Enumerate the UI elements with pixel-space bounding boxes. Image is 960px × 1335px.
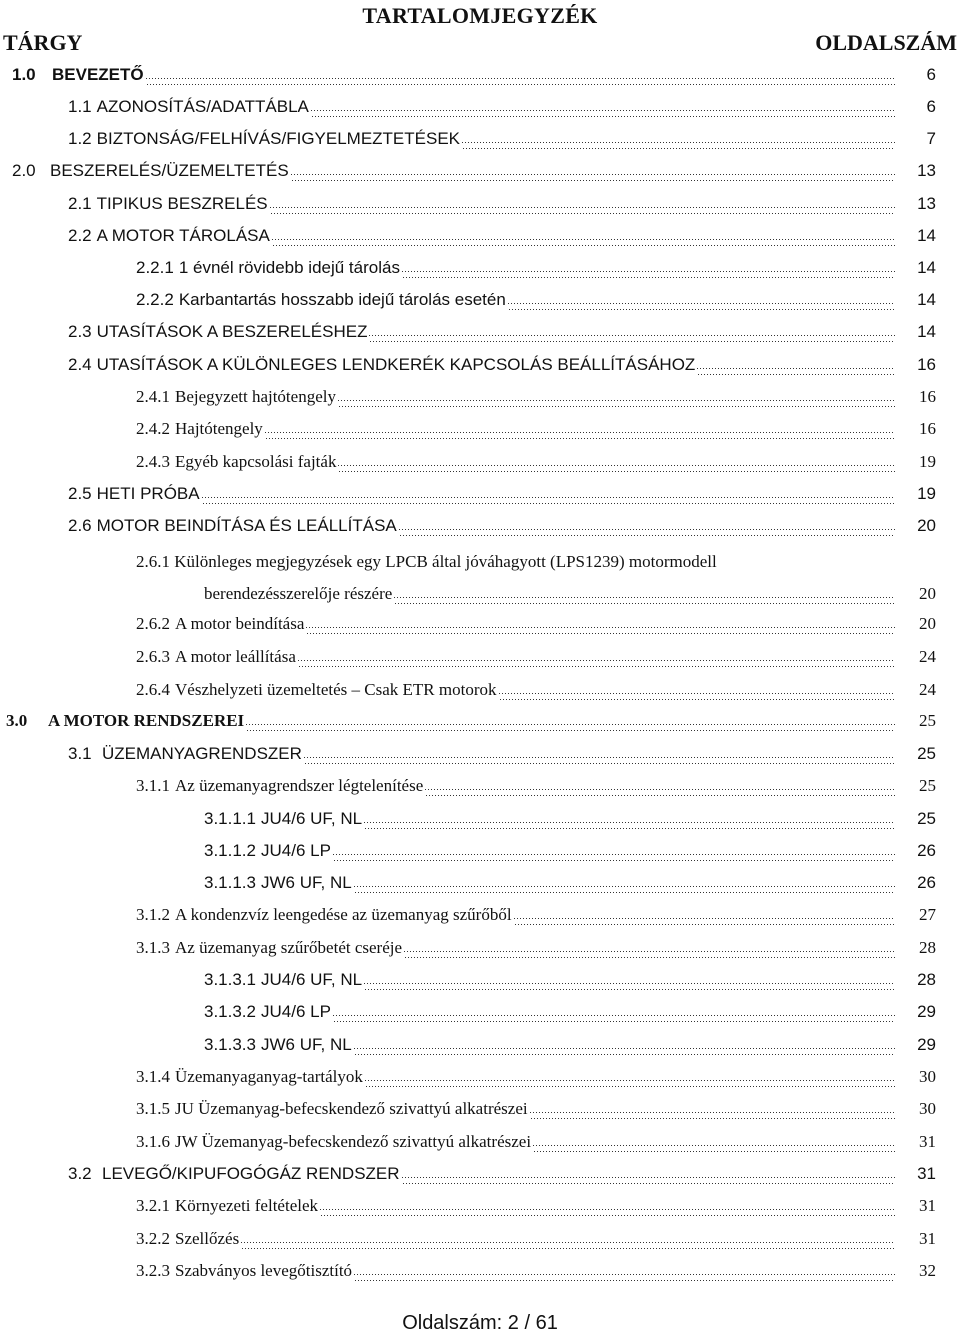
dotted-leader	[462, 142, 895, 151]
toc-entry-number: 2.4.3	[136, 452, 170, 471]
toc-entry-label: Bejegyzett hajtótengely	[175, 387, 336, 406]
toc-entry-page-number: 20	[919, 614, 936, 633]
toc-entry-page-number: 13	[917, 194, 936, 213]
toc-entry[interactable]	[68, 194, 898, 218]
toc-entry[interactable]	[136, 1229, 898, 1253]
toc-entry-page-number: 14	[917, 226, 936, 245]
toc-entry-number: 3.2.2	[136, 1229, 170, 1248]
toc-entry[interactable]	[68, 484, 898, 508]
dotted-leader	[394, 597, 895, 606]
toc-entry-label: Vészhelyzeti üzemeltetés – Csak ETR motorok	[175, 680, 497, 699]
toc-entry[interactable]	[68, 1164, 898, 1188]
toc-entry[interactable]	[136, 1099, 898, 1123]
toc-entry[interactable]	[68, 129, 898, 153]
dotted-leader	[425, 789, 895, 798]
toc-entry[interactable]	[136, 290, 898, 314]
toc-entry-number: 1.1	[68, 97, 92, 116]
toc-entry-page-number: 20	[919, 584, 936, 603]
toc-entry-page-number: 25	[917, 744, 936, 763]
toc-entry-number: 3.1.1.1	[204, 809, 256, 828]
toc-entry-label: JU4/6 UF, NL	[261, 970, 363, 989]
toc-entry[interactable]	[68, 322, 898, 346]
toc-entry-label: JW6 UF, NL	[261, 1035, 352, 1054]
toc-entry-label: JW Üzemanyag-befecskendező szivattyú alkatrészei	[175, 1132, 532, 1151]
toc-entry-number: 1.2	[68, 129, 92, 148]
dotted-leader	[202, 497, 895, 506]
toc-entry-number: 3.1.3	[136, 938, 170, 957]
dotted-leader	[354, 886, 895, 895]
dotted-leader	[530, 1112, 895, 1121]
toc-entry-number: 3.1.2	[136, 905, 170, 924]
toc-entry-label: A kondenzvíz leengedése az üzemanyag szűrőből	[175, 905, 512, 924]
toc-entry-label: ÜZEMANYAGRENDSZER	[102, 744, 302, 763]
toc-entry-page-number: 19	[917, 484, 936, 503]
toc-entry-number: 3.1.6	[136, 1132, 170, 1151]
toc-entry-page-number: 25	[917, 809, 936, 828]
dotted-leader	[514, 918, 895, 927]
toc-entry-number: 2.4.2	[136, 419, 170, 438]
toc-entry-number: 3.0	[6, 711, 28, 730]
toc-entry-page-number: 28	[917, 970, 936, 989]
toc-entry-page-number: 31	[919, 1196, 936, 1215]
toc-entry-label: BESZERELÉS/ÜZEMELTETÉS	[50, 161, 289, 180]
dotted-leader	[270, 207, 895, 216]
dotted-leader	[499, 693, 896, 702]
toc-entry-number: 3.1.5	[136, 1099, 170, 1118]
toc-entry[interactable]	[204, 873, 898, 897]
toc-entry-page-number: 13	[917, 161, 936, 180]
dotted-leader	[304, 757, 895, 766]
toc-entry-label: UTASÍTÁSOK A BESZERELÉSHEZ	[96, 322, 368, 341]
toc-entry[interactable]	[68, 97, 898, 121]
toc-entry-number: 3.1.3.2	[204, 1002, 256, 1021]
toc-entry-page-number: 14	[917, 290, 936, 309]
dotted-leader	[272, 239, 895, 248]
toc-entry-label: A MOTOR RENDSZEREI	[48, 711, 245, 730]
subject-column-header: TÁRGY	[3, 30, 83, 55]
dotted-leader	[402, 271, 895, 280]
toc-entry[interactable]	[68, 226, 898, 250]
toc-entry-label: JU4/6 LP	[261, 1002, 331, 1021]
toc-entry[interactable]	[136, 614, 898, 638]
toc-entry-page-number: 29	[917, 1002, 936, 1021]
toc-entry-page-number: 26	[917, 841, 936, 860]
toc-entry-label: JW6 UF, NL	[261, 873, 352, 892]
toc-entry-label: 1 évnél rövidebb idejű tárolás	[178, 258, 400, 277]
dotted-leader	[146, 78, 895, 87]
toc-entry[interactable]	[12, 65, 898, 89]
toc-entry-line1	[136, 552, 717, 572]
toc-entry-number: 3.1.1.3	[204, 873, 256, 892]
toc-entry-label: Hajtótengely	[175, 419, 263, 438]
toc-entry-label: AZONOSÍTÁS/ADATTÁBLA	[96, 97, 309, 116]
dotted-leader	[338, 400, 895, 409]
dotted-leader	[311, 110, 895, 119]
toc-entry-number: 3.2.1	[136, 1196, 170, 1215]
toc-entry[interactable]	[136, 1132, 898, 1156]
toc-entry-number: 2.2	[68, 226, 92, 245]
toc-entry-label: Szabványos levegőtisztító	[175, 1261, 353, 1280]
toc-entry[interactable]	[136, 258, 898, 282]
toc-entry-number: 2.5	[68, 484, 92, 503]
toc-entry-number: 2.4	[68, 355, 92, 374]
toc-entry-number: 2.6.4	[136, 680, 170, 699]
toc-entry-page-number: 19	[919, 452, 936, 471]
toc-entry-number: 3.1.1.2	[204, 841, 256, 860]
toc-entry-number: 2.3	[68, 322, 92, 341]
dotted-leader	[364, 822, 895, 831]
toc-entry-label: BEVEZETŐ	[52, 65, 144, 84]
toc-entry-label: Egyéb kapcsolási fajták	[175, 452, 337, 471]
dotted-leader	[404, 951, 895, 960]
toc-entry-page-number: 6	[926, 97, 936, 116]
toc-entry-label: UTASÍTÁSOK A KÜLÖNLEGES LENDKERÉK KAPCSOLÁS BEÁLLÍTÁSÁHOZ	[96, 355, 696, 374]
toc-entry[interactable]	[136, 419, 898, 443]
toc-entry[interactable]	[136, 647, 898, 671]
toc-entry-page-number: 6	[926, 65, 936, 84]
toc-entry[interactable]	[204, 1035, 898, 1059]
toc-entry-number: 2.6.1	[136, 552, 170, 571]
toc-entry-page-number: 16	[919, 387, 936, 406]
toc-entry-label: Karbantartás hosszabb idejű tárolás esetén	[178, 290, 506, 309]
toc-entry-label: JU4/6 UF, NL	[261, 809, 363, 828]
dotted-leader	[246, 724, 895, 733]
dotted-leader	[508, 303, 895, 312]
toc-entry-page-number: 32	[919, 1261, 936, 1280]
toc-entry-page-number: 16	[917, 355, 936, 374]
toc-entry-number: 2.6.2	[136, 614, 170, 633]
dotted-leader	[697, 368, 895, 377]
dotted-leader	[338, 465, 895, 474]
toc-entry-label: A motor leállítása	[175, 647, 296, 666]
toc-entry-page-number: 29	[917, 1035, 936, 1054]
toc-entry-page-number: 24	[919, 680, 936, 699]
toc-entry[interactable]	[6, 711, 898, 735]
toc-entry-page-number: 30	[919, 1099, 936, 1118]
toc-entry[interactable]	[136, 387, 898, 411]
toc-entry-label: A MOTOR TÁROLÁSA	[96, 226, 270, 245]
toc-entry-page-number: 30	[919, 1067, 936, 1086]
toc-entry[interactable]	[136, 938, 898, 962]
toc-entry-label: Szellőzés	[175, 1229, 240, 1248]
toc-entry[interactable]	[204, 1002, 898, 1026]
toc-entry-number: 2.1	[68, 194, 92, 213]
dotted-leader	[265, 432, 895, 441]
dotted-leader	[298, 660, 895, 669]
toc-entry[interactable]	[12, 161, 898, 185]
dotted-leader	[320, 1209, 895, 1218]
toc-entry-page-number: 28	[919, 938, 936, 957]
toc-entry-page-number: 25	[919, 711, 936, 730]
toc-entry-page-number: 31	[919, 1132, 936, 1151]
dotted-leader	[365, 1080, 895, 1089]
toc-entry[interactable]	[68, 744, 898, 768]
toc-entry-page-number: 31	[917, 1164, 936, 1183]
toc-entry[interactable]	[136, 1067, 898, 1091]
page-footer: Oldalszám: 2 / 61	[402, 1312, 558, 1334]
toc-entry[interactable]	[68, 516, 898, 540]
toc-entry[interactable]	[136, 905, 898, 929]
toc-entry-number: 2.2.2	[136, 290, 174, 309]
toc-entry-label: LEVEGŐ/KIPUFOGÓGÁZ RENDSZER	[102, 1164, 400, 1183]
toc-entry-page-number: 26	[917, 873, 936, 892]
dotted-leader	[306, 627, 895, 636]
toc-entry-label: HETI PRÓBA	[96, 484, 200, 503]
toc-entry[interactable]	[204, 841, 898, 865]
toc-entry-number: 3.1.3.3	[204, 1035, 256, 1054]
dotted-leader	[399, 529, 895, 538]
toc-entry[interactable]	[204, 809, 898, 833]
toc-entry-number: 3.2.3	[136, 1261, 170, 1280]
dotted-leader	[402, 1177, 895, 1186]
toc-entry-page-number: 7	[926, 129, 936, 148]
dotted-leader	[291, 174, 895, 183]
toc-entry-label: A motor beindítása	[175, 614, 305, 633]
toc-entry[interactable]	[136, 1261, 898, 1285]
toc-entry-number: 3.1	[68, 744, 92, 763]
toc-entry-page-number: 25	[919, 776, 936, 795]
toc-entry[interactable]	[68, 355, 898, 379]
page-number-column-header: OLDALSZÁM	[815, 30, 957, 55]
toc-entry-page-number: 24	[919, 647, 936, 666]
dotted-leader	[241, 1242, 895, 1251]
toc-entry-label: MOTOR BEINDÍTÁSA ÉS LEÁLLÍTÁSA	[96, 516, 397, 535]
toc-entry[interactable]	[136, 680, 898, 704]
toc-entry-label: JU4/6 LP	[261, 841, 331, 860]
toc-entry-number: 3.2	[68, 1164, 92, 1183]
toc-title: TARTALOMJEGYZÉK	[362, 3, 598, 28]
dotted-leader	[369, 335, 895, 344]
toc-entry[interactable]	[136, 776, 898, 800]
toc-entry-label: Az üzemanyag szűrőbetét cseréje	[175, 938, 403, 957]
toc-entry-page-number: 14	[917, 322, 936, 341]
toc-entry-label: Különleges megjegyzések egy LPCB által jóváhagyott (LPS1239) motormodell	[174, 552, 717, 571]
dotted-leader	[364, 983, 895, 992]
dotted-leader	[333, 1015, 895, 1024]
toc-entry[interactable]	[204, 970, 898, 994]
toc-entry-number: 3.1.3.1	[204, 970, 256, 989]
toc-entry-number: 1.0	[12, 65, 36, 84]
toc-entry-number: 2.2.1	[136, 258, 174, 277]
dotted-leader	[354, 1048, 895, 1057]
toc-entry[interactable]	[136, 1196, 898, 1220]
toc-entry-number: 3.1.1	[136, 776, 170, 795]
toc-entry-label-continued: berendezésszerelője részére	[204, 584, 393, 603]
toc-entry-page-number: 16	[919, 419, 936, 438]
dotted-leader	[354, 1274, 895, 1283]
toc-entry[interactable]	[136, 452, 898, 476]
toc-entry-label: Az üzemanyagrendszer légtelenítése	[175, 776, 424, 795]
toc-entry-number: 2.6.3	[136, 647, 170, 666]
toc-entry-page-number: 14	[917, 258, 936, 277]
toc-entry-page-number: 20	[917, 516, 936, 535]
toc-entry-page-number: 27	[919, 905, 936, 924]
toc-entry-number: 2.6	[68, 516, 92, 535]
toc-entry-page-number: 31	[919, 1229, 936, 1248]
toc-entry-label: TIPIKUS BESZRELÉS	[96, 194, 268, 213]
toc-entry[interactable]	[204, 584, 898, 608]
toc-entry-label: BIZTONSÁG/FELHÍVÁS/FIGYELMEZTETÉSEK	[96, 129, 461, 148]
toc-entry-label: Üzemanyaganyag-tartályok	[175, 1067, 363, 1086]
dotted-leader	[333, 854, 895, 863]
toc-entry-number: 2.4.1	[136, 387, 170, 406]
toc-entry-number: 2.0	[12, 161, 36, 180]
toc-entry-number: 3.1.4	[136, 1067, 170, 1086]
dotted-leader	[533, 1145, 895, 1154]
toc-entry-label: Környezeti feltételek	[175, 1196, 319, 1215]
toc-entry-label: JU Üzemanyag-befecskendező szivattyú alkatrészei	[175, 1099, 528, 1118]
